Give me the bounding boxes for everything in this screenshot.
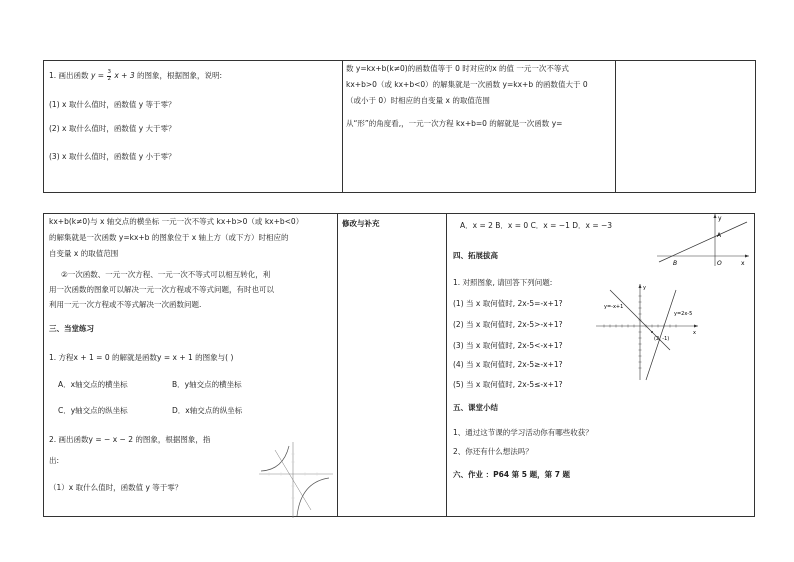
concept-line-1: kx+b(k≠0)与 x 轴交点的横坐标 一元一次不等式 kx+b>0（或 kx+b<0） [49,217,304,226]
extension-item-3: (3) 当 x 取何值时, 2x-5<-x+1? [453,341,563,350]
extension-q1: 1. 对照图象, 请回答下列问题: [453,278,553,287]
point-a-label: A [717,232,722,239]
top-divider-2 [615,60,616,193]
answer-options: A．x = 2 B．x = 0 C．x = −1 D．x = −3 [460,221,613,230]
extension-item-1: (1) 当 x 取何值时, 2x-5=-x+1? [453,299,563,308]
section-6-homework: 六、作业 ：P64 第 5 题，第 7 题 [453,470,571,479]
summary-line-4: 从“形”的角度看,，一元一次方程 kx+b=0 的解就是一次函数 y= [346,119,563,128]
summary-q2: 2、你还有什么想法吗？ [453,447,533,456]
line-2-label: y=2x-5 [674,311,693,317]
extension-item-4: (4) 当 x 取何值时, 2x-5≥-x+1? [453,360,563,369]
extension-item-5: (5) 当 x 取何值时, 2x-5≤-x+1? [453,380,563,389]
q1-prompt: 1. 画出函数 y = $\frac{3}{2}$ x + 3 的图象，根据图象，说明: [49,69,223,82]
revision-column-title: 修改与补充 [342,219,380,228]
top-divider-1 [342,60,343,193]
option-b: B．y轴交点的横坐标 [172,380,242,389]
section-5-heading: 五、课堂小结 [453,403,498,412]
linear-sketch-graph [655,210,751,268]
axis-x-label: x [693,330,696,336]
origin-label: O [717,260,722,267]
concept-line-2: 的解集就是一次函数 y=kx+b 的图象位于 x 轴上方（或下方）时相应的 [49,233,289,242]
option-d: D．x轴交点的纵坐标 [172,406,243,415]
fraction: $\frac{3}{2}$ [107,69,111,82]
option-a: A．x轴交点的横坐标 [58,380,128,389]
concept-line-3: 自变量 x 的取值范围 [49,249,119,258]
extension-item-2: (2) 当 x 取何值时, 2x-5>-x+1? [453,320,563,329]
practice-2: 2. 画出函数y = − x − 2 的图象，根据图象，指 [49,435,211,444]
concept-line-6: 利用一元一次方程或不等式解决一次函数问题. [49,300,202,309]
intersection-label: (2, -1) [654,336,670,342]
function-sketch-graph [255,440,335,520]
q1-item-3: (3) x 取什么值时，函数值 y 小于零？ [49,152,176,161]
q1-item-1: (1) x 取什么值时，函数值 y 等于零？ [49,100,176,109]
practice-2-cont: 出: [49,456,60,465]
line-1-label: y=-x+1 [604,304,624,310]
section-3-heading: 三、当堂练习 [49,324,94,333]
q1-item-2: (2) x 取什么值时，函数值 y 大于零？ [49,124,176,133]
summary-q1: 1、通过这节课的学习活动你有哪些收获？ [453,428,593,437]
axis-y-label: y [718,215,722,222]
section-4-heading: 四、拓展拔高 [453,251,498,260]
bottom-divider-1 [337,213,338,517]
practice-2-q1: （1）x 取什么值时，函数值 y 等于零？ [49,483,183,492]
summary-line-3: （或小于 0）时相应的自变量 x 的取值范围 [346,96,490,105]
summary-line-1: 数 y=kx+b(k≠0)的函数值等于 0 时对应的x 的值 一元一次不等式 [346,64,569,73]
point-b-label: B [673,260,678,267]
concept-line-4: ②一次函数、一元一次方程、一元一次不等式可以相互转化，利 [61,270,271,279]
concept-line-5: 用一次函数的图象可以解决一元一次方程或不等式问题，有时也可以 [49,285,274,294]
axis-y-label: y [643,285,646,291]
practice-1: 1. 方程x + 1 = 0 的解就是函数y = x + 1 的图象与( ) [49,353,234,362]
two-lines-graph [592,282,702,382]
summary-line-2: kx+b>0（或 kx+b<0）的解集就是一次函数 y=kx+b 的函数值大于 0 [346,80,588,89]
axis-x-label: x [741,260,745,267]
option-c: C．y轴交点的纵坐标 [58,406,128,415]
bottom-divider-2 [446,213,447,517]
